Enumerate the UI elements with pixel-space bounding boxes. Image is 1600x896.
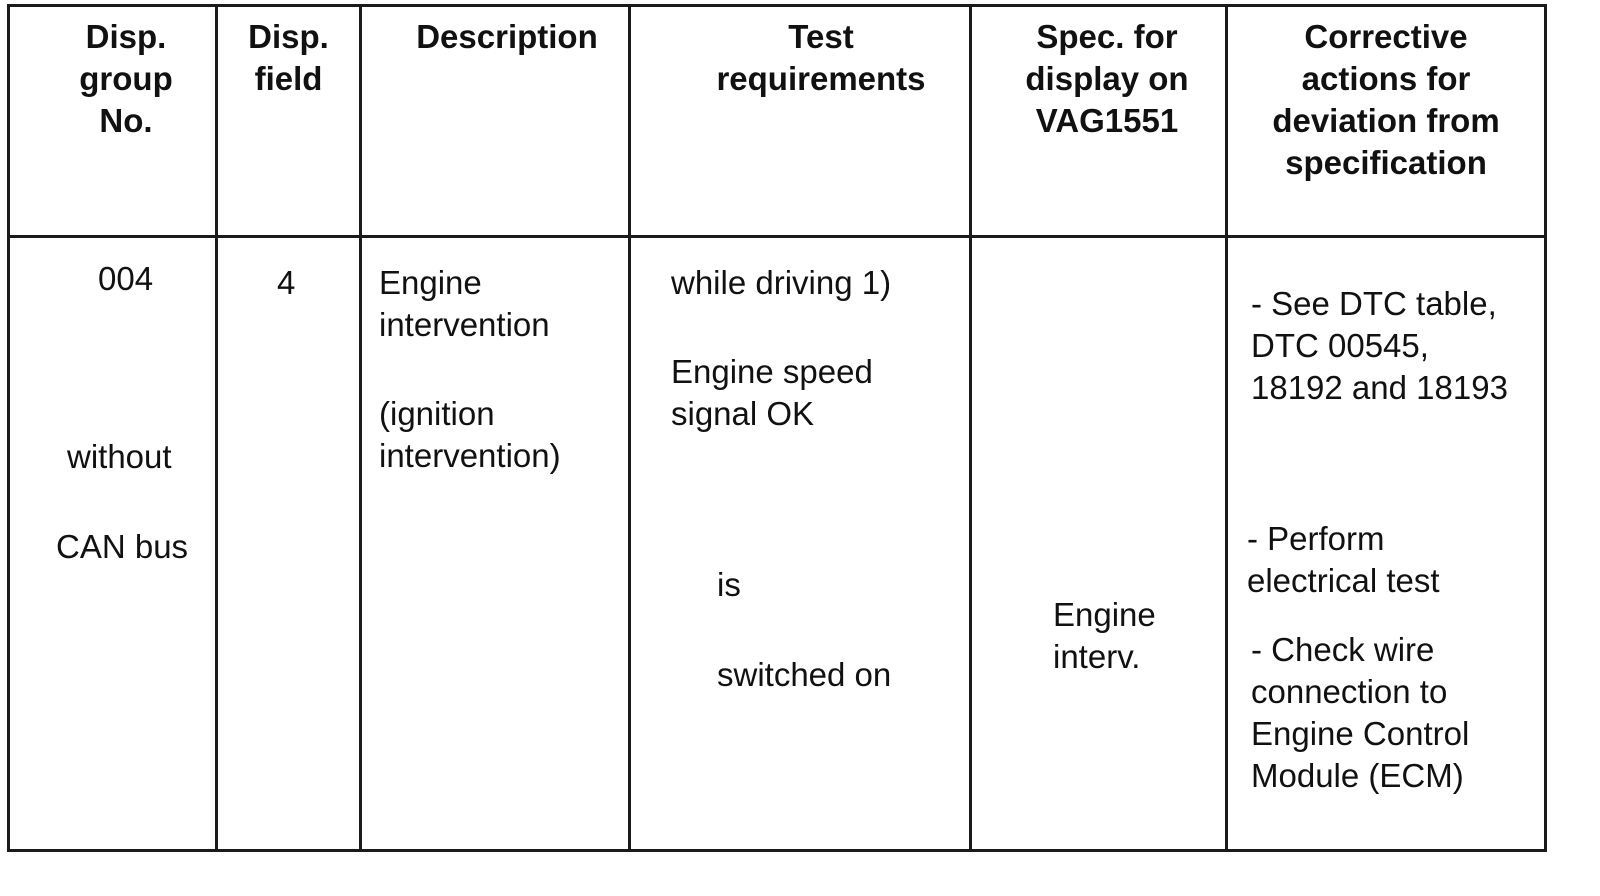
header-group-no: Disp. group No. (79, 18, 173, 139)
cell-test-speed-signal: Engine speed signal OK (671, 353, 873, 432)
cell-group-no: 004 (98, 260, 154, 297)
diagnostic-table (7, 4, 1547, 852)
header-corrective-actions: Corrective actions for deviation from specification (1272, 18, 1500, 181)
header-spec: Spec. for display on VAG1551 (1025, 18, 1189, 139)
cell-description-main: Engine intervention (379, 264, 550, 343)
cell-test-switched-on: switched on (717, 656, 892, 693)
cell-spec: Engine interv. (1053, 596, 1156, 675)
column-divider (359, 4, 362, 852)
header-test-requirements: Test requirements (716, 18, 926, 97)
cell-test-is: is (717, 566, 741, 603)
cell-description-note: (ignition intervention) (379, 395, 561, 474)
cell-group-note-without: without (67, 438, 172, 475)
cell-group-note-can-bus: CAN bus (56, 528, 189, 565)
cell-field: 4 (277, 264, 296, 301)
cell-test-driving: while driving 1) (671, 264, 892, 301)
header-divider (7, 235, 1547, 238)
column-divider (628, 4, 631, 852)
header-description: Description (416, 18, 598, 55)
table-border-right (1544, 4, 1547, 852)
cell-corrective-electrical: - Perform electrical test (1247, 520, 1440, 599)
cell-corrective-dtc: - See DTC table, DTC 00545, 18192 and 18193 (1251, 285, 1508, 406)
header-field: Disp. field (248, 18, 329, 97)
table-border-top (7, 4, 1547, 7)
table-border-bottom (7, 849, 1547, 852)
cell-corrective-wire: - Check wire connection to Engine Control Module (ECM) (1251, 631, 1470, 794)
